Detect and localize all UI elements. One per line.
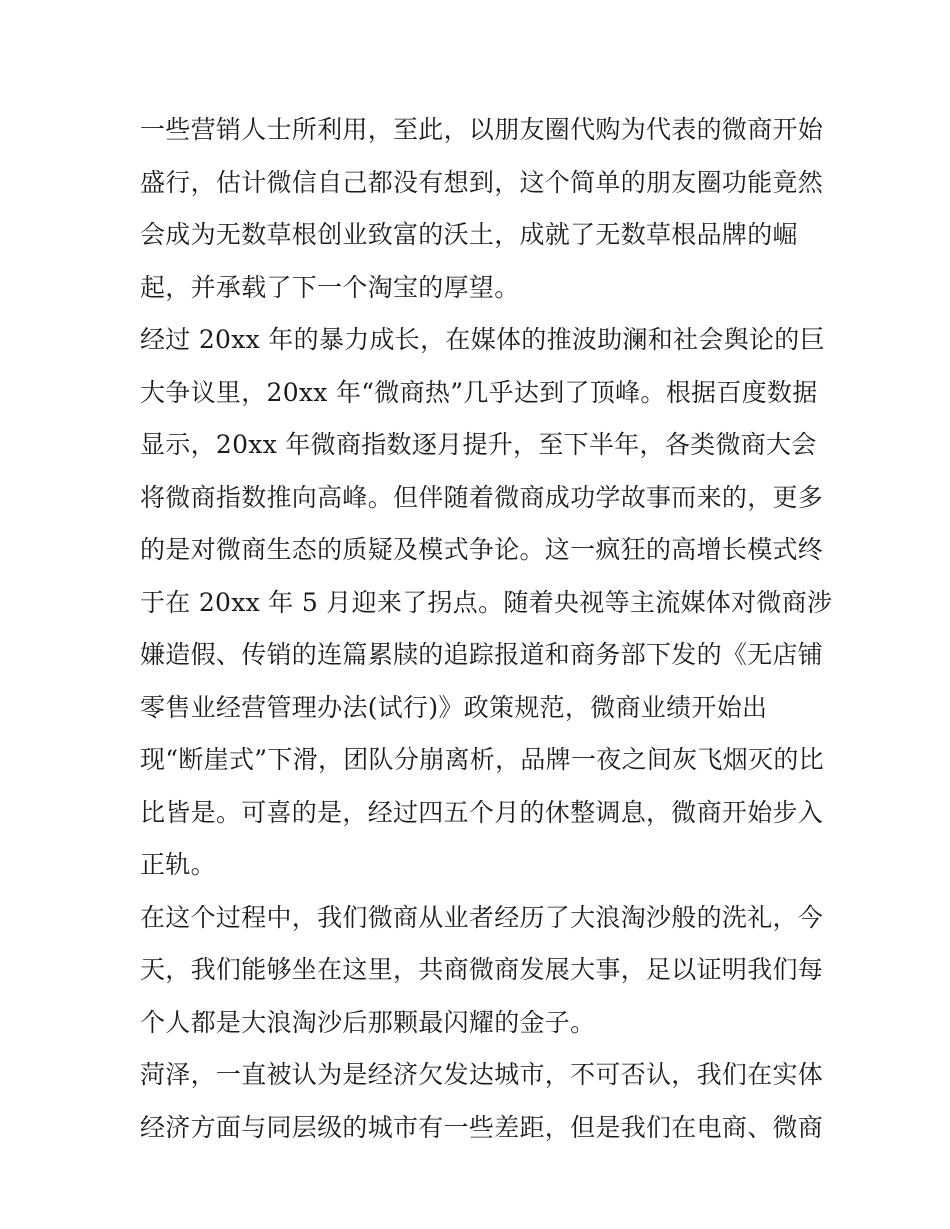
text-line: 将微商指数推向高峰。但伴随着微商成功学故事而来的，更多: [140, 482, 824, 512]
document-body: [140, 104, 833, 1154]
text-line: 于在 20xx 年 5 月迎来了拐点。随着央视等主流媒体对微商涉: [140, 587, 833, 617]
paragraph-4: [140, 1049, 824, 1154]
text-line: 的是对微商生态的质疑及模式争论。这一疯狂的高增长模式终: [140, 535, 824, 564]
paragraph-2: [140, 314, 833, 892]
text-line: 盛行，估计微信自己都没有想到，这个简单的朋友圈功能竟然: [140, 167, 824, 197]
text-line: 个人都是大浪淘沙后那颗最闪耀的金子。: [140, 1007, 596, 1037]
text-line: 在这个过程中，我们微商从业者经历了大浪淘沙般的洗礼，今: [140, 902, 824, 932]
text-line: 经过 20xx 年的暴力成长，在媒体的推波助澜和社会舆论的巨: [140, 325, 825, 354]
text-line: 天，我们能够坐在这里，共商微商发展大事，足以证明我们每: [140, 955, 824, 984]
text-line: 会成为无数草根创业致富的沃土，成就了无数草根品牌的崛: [140, 220, 798, 249]
paragraph-3: [140, 892, 824, 1050]
text-line: 经济方面与同层级的城市有一些差距，但是我们在电商、微商: [140, 1112, 824, 1142]
text-line: 大争议里，20xx 年“微商热”几乎达到了顶峰。根据百度数据: [140, 377, 818, 407]
text-line: 菏泽，一直被认为是经济欠发达城市，不可否认，我们在实体: [140, 1060, 824, 1089]
text-line: 现“断崖式”下滑，团队分崩离析，品牌一夜之间灰飞烟灭的比: [140, 745, 824, 774]
text-line: 嫌造假、传销的连篇累牍的追踪报道和商务部下发的《无店铺: [140, 640, 824, 669]
text-line: 显示，20xx 年微商指数逐月提升，至下半年，各类微商大会: [140, 430, 817, 459]
text-line: 零售业经营管理办法(试行)》政策规范，微商业绩开始出: [140, 692, 768, 722]
paragraph-1: [140, 104, 824, 314]
text-line: 起，并承载了下一个淘宝的厚望。: [140, 272, 520, 302]
text-line: 比皆是。可喜的是，经过四五个月的休整调息，微商开始步入: [140, 797, 824, 827]
text-line: 一些营销人士所利用，至此，以朋友圈代购为代表的微商开始: [140, 115, 824, 144]
text-line: 正轨。: [140, 850, 216, 879]
